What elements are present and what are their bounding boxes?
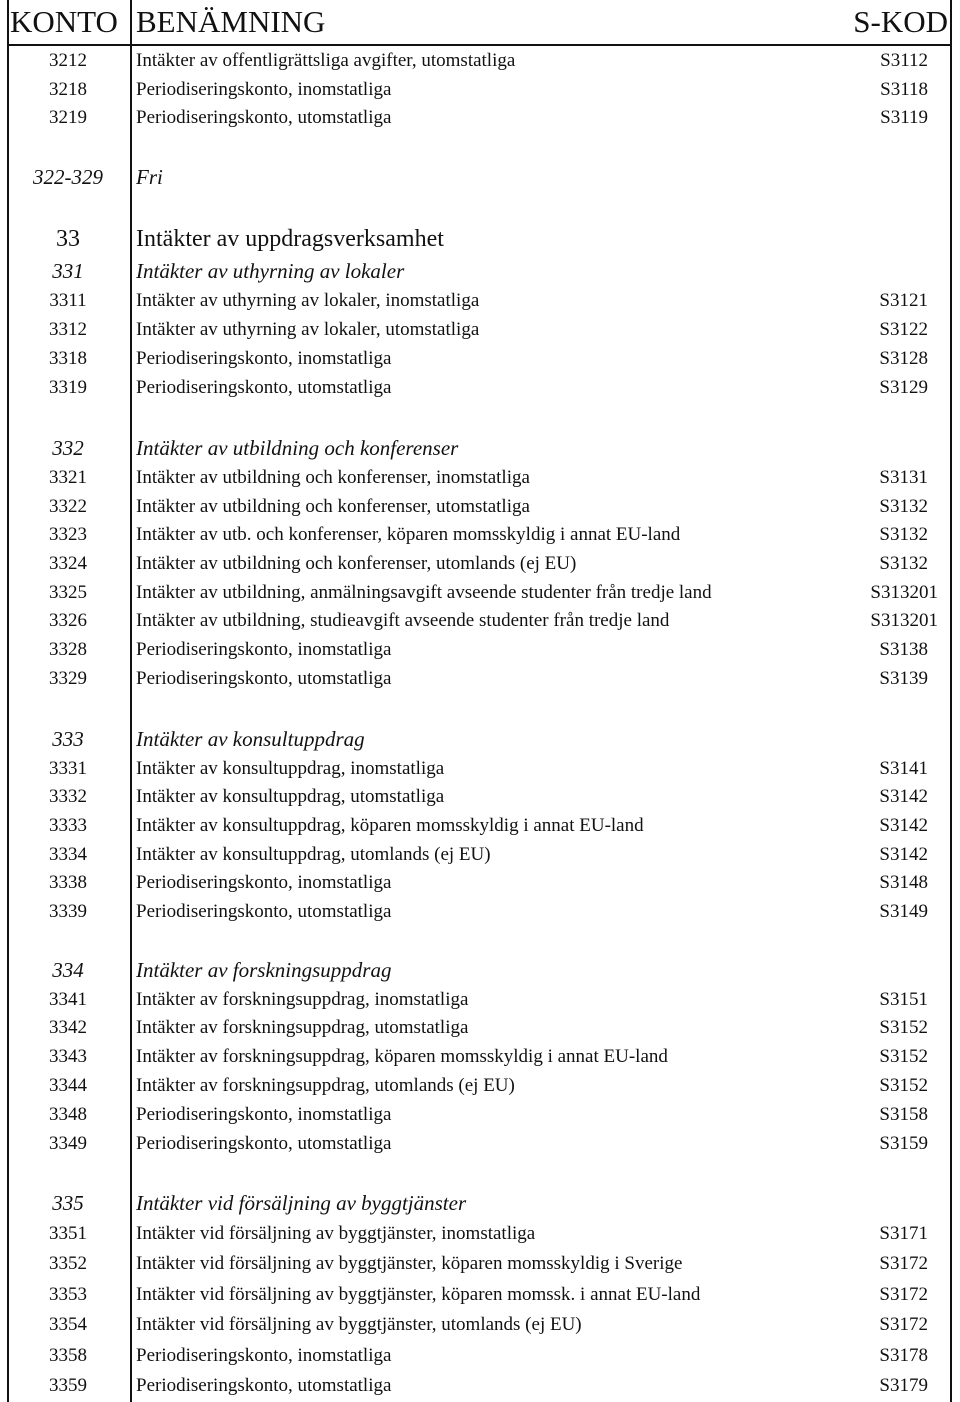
row-name: Periodiseringskonto, utomstatliga [136,1375,392,1396]
row-code: 3338 [49,872,87,893]
row-code: 3311 [49,290,87,311]
row-code: 3344 [49,1075,87,1096]
row-skod: S313201 [870,610,938,631]
table-row [0,374,960,402]
row-name: Intäkter av forskningsuppdrag, utomlands (ej EU) [136,1075,515,1096]
table-row [0,550,960,578]
row-name: Periodiseringskonto, utomstatliga [136,107,392,128]
row-name: Intäkter av uthyrning av lokaler, inomstatliga [136,290,480,311]
row-skod: S3128 [879,348,928,369]
row-code: 3312 [49,319,87,340]
row-skod: S3159 [879,1133,928,1154]
table-row [0,76,960,104]
row-name: Intäkter av forskningsuppdrag, köparen momsskyldig i annat EU-land [136,1046,668,1067]
table-row [0,665,960,693]
row-code: 3353 [49,1284,87,1305]
row-code: 3325 [49,582,87,603]
subgroup-heading [0,1189,960,1217]
row-code: 3328 [49,639,87,660]
row-name: Intäkter av utbildning, anmälningsavgift avseende studenter från tredje land [136,582,712,603]
row-code: 3359 [49,1375,87,1396]
row-skod: S3142 [879,844,928,865]
row-code: 3321 [49,467,87,488]
row-name: Intäkter av uthyrning av lokaler, utomstatliga [136,319,480,340]
table-row [0,579,960,607]
row-name: Intäkter av utbildning och konferenser, utomlands (ej EU) [136,553,577,574]
row-skod: S3178 [879,1345,928,1366]
row-code: 3349 [49,1133,87,1154]
table-row [0,1220,960,1248]
table-row [0,104,960,132]
row-code: 322-329 [33,165,103,189]
row-code: 333 [52,727,84,751]
row-code: 334 [52,958,84,982]
table-row [0,521,960,549]
table-row [0,316,960,344]
table-header [0,0,960,44]
table-row [0,1281,960,1309]
row-name: Periodiseringskonto, inomstatliga [136,1104,392,1125]
row-name: Periodiseringskonto, inomstatliga [136,872,392,893]
table-row [0,607,960,635]
table-row [0,1311,960,1339]
table-row [0,898,960,926]
row-code: 3219 [49,107,87,128]
group-heading [0,225,960,253]
row-skod: S3171 [879,1223,928,1244]
table-row [0,783,960,811]
row-skod: S3151 [879,989,928,1010]
row-name: Intäkter av konsultuppdrag, utomstatliga [136,786,445,807]
row-skod: S3149 [879,901,928,922]
row-code: 3323 [49,524,87,545]
subgroup-heading [0,725,960,753]
subgroup-heading [0,956,960,984]
row-skod: S3132 [879,553,928,574]
row-name: Fri [136,165,163,189]
table-row [0,47,960,75]
row-name: Intäkter vid försäljning av byggtjänster, inomstatliga [136,1223,536,1244]
row-skod: S3132 [879,524,928,545]
row-name: Intäkter av forskningsuppdrag [136,958,392,982]
table-row [0,1014,960,1042]
row-name: Periodiseringskonto, utomstatliga [136,377,392,398]
row-code: 3329 [49,668,87,689]
row-skod: S3172 [879,1284,928,1305]
row-name: Periodiseringskonto, inomstatliga [136,79,392,100]
table-row [0,1342,960,1370]
row-code: 3341 [49,989,87,1010]
row-skod: S3138 [879,639,928,660]
row-skod: S3122 [879,319,928,340]
row-skod: S313201 [870,582,938,603]
row-skod: S3158 [879,1104,928,1125]
header-skod: S-KOD [853,4,948,39]
row-name: Intäkter vid försäljning av byggtjänster, utomlands (ej EU) [136,1314,582,1335]
row-name: Intäkter av forskningsuppdrag, utomstatliga [136,1017,469,1038]
table-row [0,345,960,373]
row-name: Periodiseringskonto, inomstatliga [136,1345,392,1366]
row-code: 3334 [49,844,87,865]
row-skod: S3119 [880,107,928,128]
row-skod: S3112 [880,50,928,71]
table-row [0,636,960,664]
row-skod: S3148 [879,872,928,893]
row-name: Intäkter av uppdragsverksamhet [136,226,444,252]
row-code: 3348 [49,1104,87,1125]
row-skod: S3179 [879,1375,928,1396]
row-name: Periodiseringskonto, inomstatliga [136,348,392,369]
row-skod: S3152 [879,1017,928,1038]
row-code: 3324 [49,553,87,574]
row-code: 3354 [49,1314,87,1335]
row-name: Intäkter av konsultuppdrag, inomstatliga [136,758,445,779]
row-code: 3218 [49,79,87,100]
row-code: 3318 [49,348,87,369]
table-row [0,1250,960,1278]
row-skod: S3118 [880,79,928,100]
header-konto: KONTO [10,4,118,39]
row-skod: S3152 [879,1075,928,1096]
row-skod: S3152 [879,1046,928,1067]
subgroup-heading [0,257,960,285]
row-name: Intäkter av utbildning och konferenser, inomstatliga [136,467,530,488]
row-code: 3322 [49,496,87,517]
row-code: 331 [52,259,84,283]
table-row [0,755,960,783]
row-code: 33 [56,226,80,252]
row-name: Intäkter vid försäljning av byggtjänster, köparen momssk. i annat EU-land [136,1284,701,1305]
row-code: 332 [52,436,84,460]
row-name: Periodiseringskonto, inomstatliga [136,639,392,660]
row-skod: S3129 [879,377,928,398]
table-row [0,869,960,897]
row-name: Intäkter av forskningsuppdrag, inomstatliga [136,989,469,1010]
row-code: 3333 [49,815,87,836]
table-row [0,1372,960,1400]
row-skod: S3142 [879,815,928,836]
header-rule [7,44,952,46]
row-code: 3212 [49,50,87,71]
subgroup-heading [0,434,960,462]
table-row [0,986,960,1014]
row-skod: S3121 [879,290,928,311]
table-row [0,1043,960,1071]
row-skod: S3139 [879,668,928,689]
row-code: 3351 [49,1223,87,1244]
row-name: Intäkter av konsultuppdrag, utomlands (ej EU) [136,844,491,865]
table-row [0,464,960,492]
row-skod: S3132 [879,496,928,517]
row-name: Intäkter av konsultuppdrag [136,727,365,751]
row-skod: S3142 [879,786,928,807]
row-name: Periodiseringskonto, utomstatliga [136,901,392,922]
table-row [0,841,960,869]
row-skod: S3172 [879,1253,928,1274]
row-name: Periodiseringskonto, utomstatliga [136,668,392,689]
table-row [0,1101,960,1129]
row-code: 3332 [49,786,87,807]
row-name: Intäkter vid försäljning av byggtjänster, köparen momsskyldig i Sverige [136,1253,683,1274]
row-code: 3352 [49,1253,87,1274]
row-skod: S3172 [879,1314,928,1335]
row-name: Intäkter av utbildning och konferenser, utomstatliga [136,496,530,517]
row-code: 3331 [49,758,87,779]
row-name: Intäkter av utbildning och konferenser [136,436,459,460]
row-code: 3358 [49,1345,87,1366]
row-code: 3342 [49,1017,87,1038]
row-name: Intäkter av uthyrning av lokaler [136,259,405,283]
row-code: 3326 [49,610,87,631]
table-row [0,493,960,521]
row-code: 3319 [49,377,87,398]
row-name: Intäkter av utb. och konferenser, köparen momsskyldig i annat EU-land [136,524,681,545]
row-skod: S3131 [879,467,928,488]
row-code: 3339 [49,901,87,922]
row-code: 3343 [49,1046,87,1067]
row-name: Intäkter av offentligrättsliga avgifter, utomstatliga [136,50,516,71]
row-code: 335 [52,1191,84,1215]
row-name: Intäkter av utbildning, studieavgift avseende studenter från tredje land [136,610,670,631]
table-row [0,163,960,191]
table-row [0,1072,960,1100]
table-row [0,812,960,840]
table-row [0,1130,960,1158]
table-row [0,287,960,315]
row-skod: S3141 [879,758,928,779]
row-name: Intäkter av konsultuppdrag, köparen momsskyldig i annat EU-land [136,815,644,836]
header-benamning: BENÄMNING [136,4,326,39]
row-name: Intäkter vid försäljning av byggtjänster [136,1191,467,1215]
row-name: Periodiseringskonto, utomstatliga [136,1133,392,1154]
